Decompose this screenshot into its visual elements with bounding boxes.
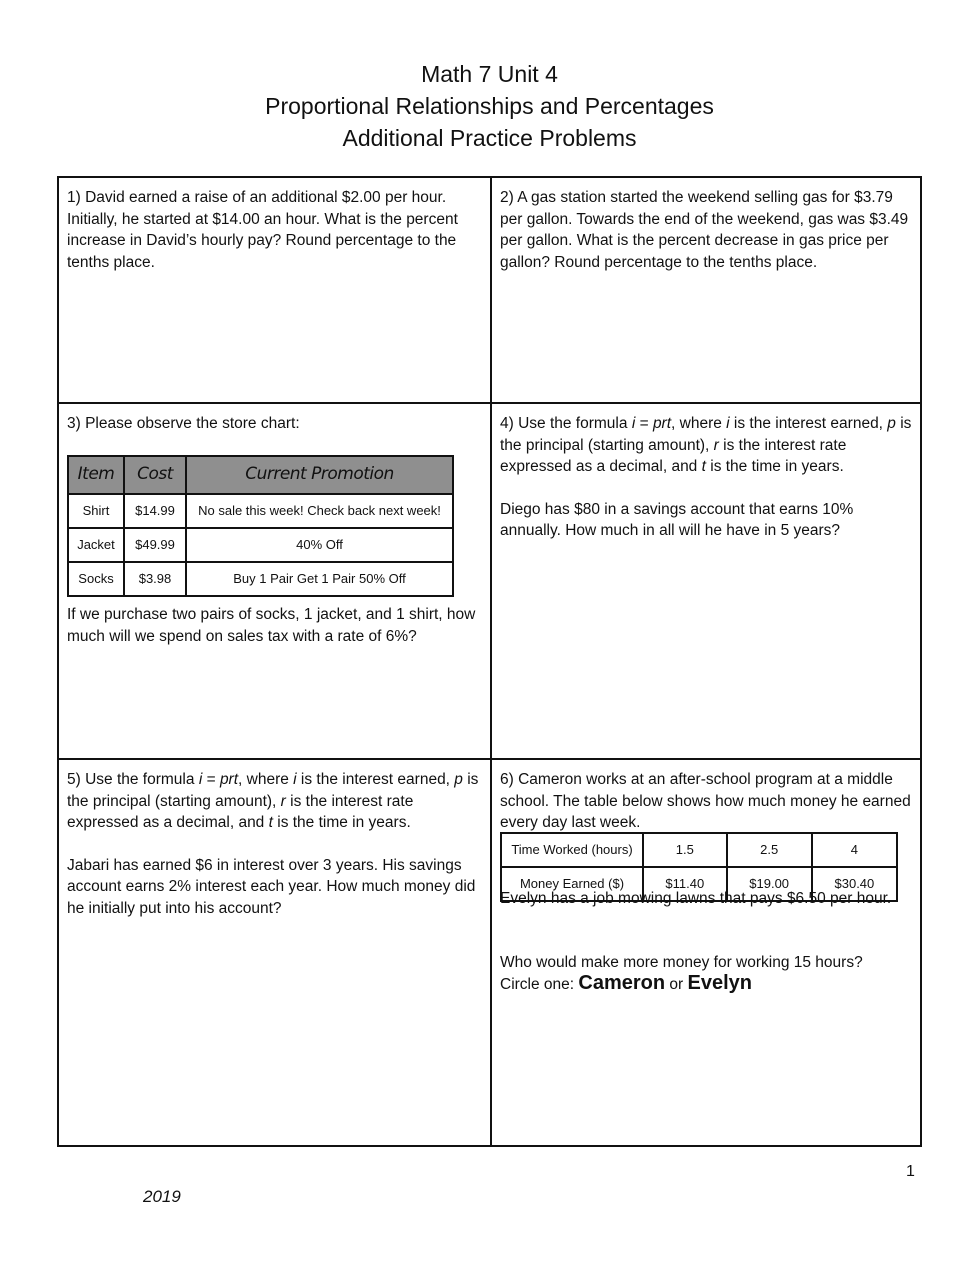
store-chart-table [67,455,454,597]
earnings-cell: $11.40 [643,867,727,901]
text-span: 4) Use the formula [500,415,632,432]
text-span: 5) Use the formula [67,771,199,788]
problem-4-formula-text [500,413,912,478]
earnings-row-label: Money Earned ($) [501,867,643,901]
var-r: r [713,436,719,454]
problem-5-question: Jabari has earned $6 in interest over 3 years. His savings account earns 2% interest each year. How much money did he initially put into his account? [67,856,476,917]
var-t: t [701,458,706,475]
problem-1-text: 1) David earned a raise of an additional $2.00 per hour. Initially, he started at $14.00 an hour. What is the percent increase in David’s hourly pay? Round percentage to the tenths place. [67,189,458,271]
text-span: is the time in years. [272,814,411,831]
store-cell-cost: $3.98 [124,562,186,596]
text-span: is the interest rate expressed as a decimal, and [500,436,847,475]
table-row [68,562,453,596]
var-i: i [198,771,203,788]
store-chart-header-row [68,456,453,494]
store-header-item: Item [68,456,124,494]
worksheet-title: Additional Practice Problems [342,125,637,151]
problem-3-intro: 3) Please observe the store chart: [67,415,300,432]
earnings-row-label: Time Worked (hours) [501,833,643,867]
problem-4-question: Diego has $80 in a savings account that earns 10% annually. How much in all will he have in 5 years? [500,500,854,539]
var-i: i [293,771,297,788]
var-t: t [268,814,273,831]
var-r: r [280,792,286,810]
table-row [68,528,453,562]
text-span: is the principal (starting amount), [500,415,912,454]
problem-6-evelyn-text: Evelyn has a job mowing lawns that pays $6.50 per hour. [500,890,892,907]
text-span: = [635,415,653,432]
problem-2-text: 2) A gas station started the weekend selling gas for $3.79 per gallon. Towards the end of the weekend, gas was $3.49 per gallon. What is the percent decrease in gas price per gallon? Round percentage to the tenths place. [500,189,909,271]
choice-or: or [665,976,688,993]
store-cell-item: Shirt [68,494,124,528]
problem-6-question: Who would make more money for working 15 hours? [500,953,863,971]
problem-6-choice-line [500,973,920,996]
store-cell-cost: $49.99 [124,528,186,562]
table-row [68,494,453,528]
earnings-cell: 1.5 [643,833,727,867]
text-span: is the interest rate expressed as a decimal, and [67,792,414,831]
table-row [501,833,897,867]
text-span: = [202,771,220,788]
text-span: is the time in years. [705,458,844,475]
text-span: , where [671,415,727,432]
problem-6 [492,760,920,1145]
earnings-cell: 2.5 [727,833,812,867]
footer-year: 2019 [143,1187,181,1206]
store-cell-promotion: No sale this week! Check back next week! [186,494,453,528]
page-number: 1 [906,1163,915,1180]
problem-2 [492,178,920,402]
problem-4 [492,404,920,758]
problem-grid [57,176,922,1147]
var-prt: prt [219,771,239,788]
store-cell-promotion: 40% Off [186,528,453,562]
var-i: i [726,415,730,432]
page-header [0,58,979,154]
store-cell-promotion: Buy 1 Pair Get 1 Pair 50% Off [186,562,453,596]
earnings-cell: $19.00 [727,867,812,901]
problem-5-formula-text [67,769,482,834]
problem-6-followup [500,888,920,996]
var-prt: prt [652,415,672,432]
var-i: i [631,415,636,432]
var-p: p [454,771,463,788]
text-span: is the interest earned, [296,771,455,788]
unit-subtitle: Proportional Relationships and Percentages [265,93,714,119]
earnings-cell: 4 [812,833,897,867]
unit-title: Math 7 Unit 4 [421,61,558,87]
text-span: is the principal (starting amount), [67,771,479,810]
circle-one-label: Circle one: [500,976,579,993]
var-p: p [887,415,896,432]
store-header-promotion: Current Promotion [186,456,453,494]
store-header-cost: Cost [124,456,186,494]
problem-1 [59,178,490,402]
earnings-cell: $30.40 [812,867,897,901]
choice-cameron[interactable]: Cameron [578,972,666,994]
problem-6-intro: 6) Cameron works at an after-school program at a middle school. The table below shows how much money he earned every day last week. [500,771,911,831]
choice-evelyn[interactable]: Evelyn [687,972,752,994]
store-cell-cost: $14.99 [124,494,186,528]
text-span: is the interest earned, [729,415,888,432]
problem-3-question: If we purchase two pairs of socks, 1 jacket, and 1 shirt, how much will we spend on sales tax with a rate of 6%? [67,606,476,645]
problem-3 [59,404,490,758]
store-cell-item: Socks [68,562,124,596]
store-cell-item: Jacket [68,528,124,562]
problem-5 [59,760,490,1145]
text-span: , where [238,771,294,788]
